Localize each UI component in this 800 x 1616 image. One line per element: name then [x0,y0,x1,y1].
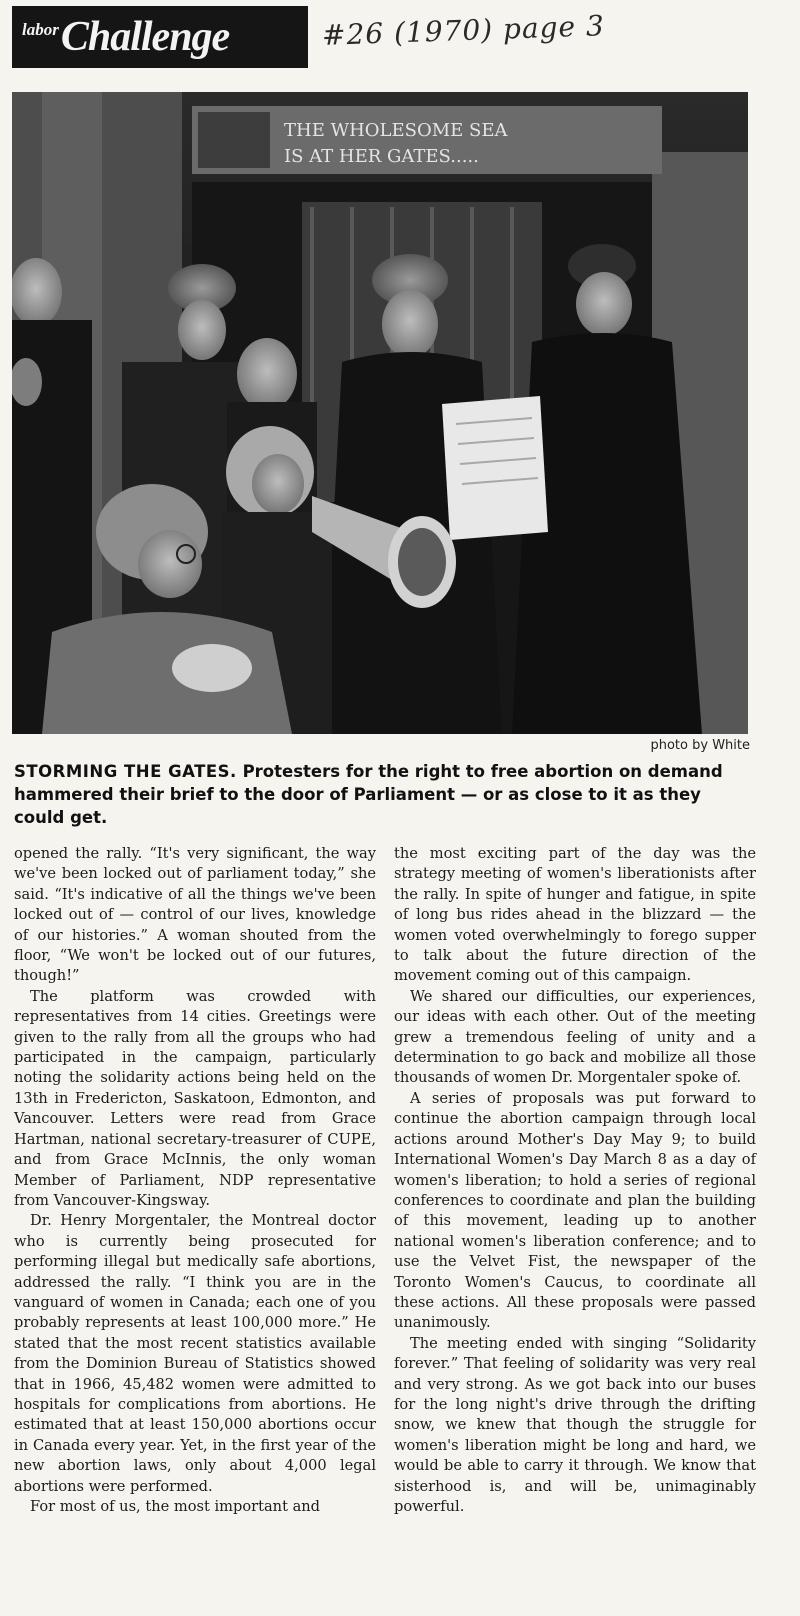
masthead-prefix: labor [22,20,59,39]
masthead-title: Challenge [60,14,230,60]
masthead-logo [12,6,308,68]
article-paragraph: The platform was crowded with representatives from 14 cities. Greetings were given to the rally from all the groups who had participated in the campaign, particularly noting the solidarity actions being held on the 13th in Fredericton, Saskatoon, Edmonton, and Vancouver. Letters were read from Grace Hartman, national secretary-treasurer of CUPE, and from Grace McInnis, the only woman Member of Parliament, NDP representative from Vancouver-Kingsway. [14,987,376,1209]
photo-caption [14,760,754,829]
article-paragraph: Dr. Henry Morgentaler, the Montreal doctor who is currently being prosecuted for performing illegal but medically safe abortions, addressed the rally. “I think you are in the vanguard of women in Canada; each one of you probably represents at least 100,000 more.” He stated that the most recent statistics available from the Dominion Bureau of Statistics showed that in 1966, 45,482 women were admitted to hospitals for complications from abortions. He estimated that at least 150,000 abortions occur in Canada every year. Yet, in the first year of the new abortion laws, only about 4,000 legal abortions were performed. [14,1212,376,1495]
caption-text: Protesters for the right to free abortion on demand hammered their brief to the door of Parliament — or as close to it as they could get. [14,762,723,827]
handwritten-note: #26 (1970) page 3 [321,9,606,52]
photo-credit: photo by White [650,738,750,753]
article-column-left [14,844,376,1517]
article-paragraph: A series of proposals was put forward to continue the abortion campaign through local actions around Mother's Day May 9; to build International Women's Day March 8 as a day of women's liberation; to hold a series of regional conferences to coordinate and plan the building of this movement, leading up to another national women's liberation conference; and to use the Velvet Fist, the newspaper of the Toronto Women's Caucus, to coordinate all these actions. All these proposals were passed unanimously. [394,1089,756,1332]
article-paragraph: For most of us, the most important and [30,1498,321,1515]
article-paragraph: We shared our difficulties, our experiences, our ideas with each other. Out of the meeting grew a tremendous feeling of unity and a determination to go back and mobilize all those thousands of women Dr. Morgentaler spoke of. [394,987,756,1087]
photo-sign-line2: IS AT HER GATES..... [284,146,479,167]
photo-sign-line1: THE WHOLESOME SEA [284,120,508,141]
caption-lead: STORMING THE GATES. [14,762,237,781]
article-paragraph: The meeting ended with singing “Solidarity forever.” That feeling of solidarity was very real and very strong. As we got back into our buses for the long night's drive through the drifting snow, we knew that though the struggle for women's liberation might be long and hard, we would be able to carry it through. We know that sisterhood is, and will be, unimaginably powerful. [394,1334,756,1515]
protest-photo [12,92,748,734]
article-paragraph: the most exciting part of the day was the strategy meeting of women's liberationists after the rally. In spite of hunger and fatigue, in spite of long bus rides ahead in the blizzard — the women voted overwhelmingly to forego supper to talk about the future direction of the movement coming out of this campaign. [394,845,756,985]
article-column-right [394,844,756,1517]
article-paragraph: opened the rally. “It's very significant, the way we've been locked out of parliament today,” she said. “It's indicative of all the things we've been locked out of — control of our lives, knowledge of our histories.” A woman shouted from the floor, “We won't be locked out of our futures, though!” [14,845,376,985]
